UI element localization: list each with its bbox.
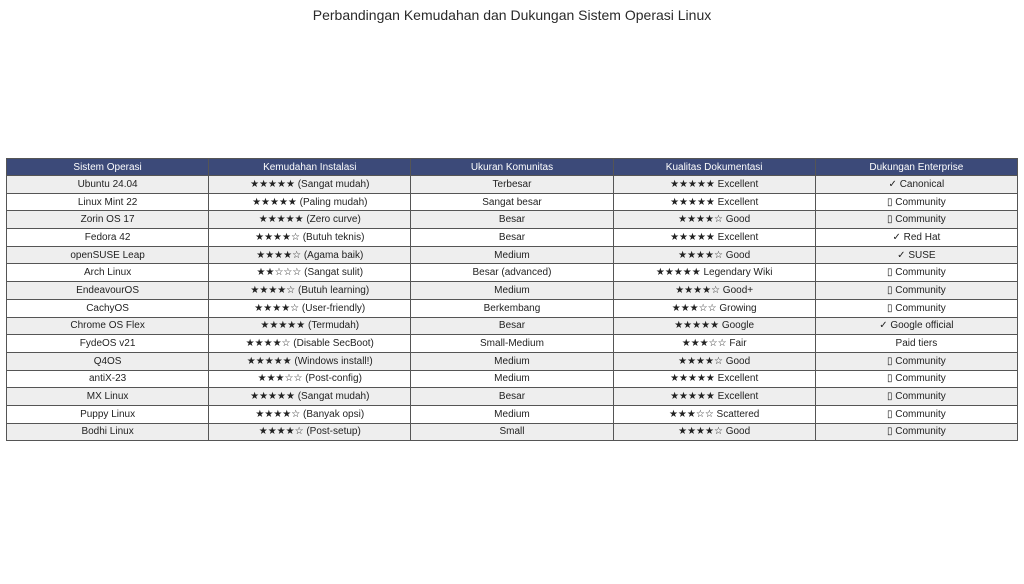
table-header [7, 159, 1018, 176]
table-row [7, 423, 1018, 441]
documentation-cell: ★★★★☆ Good [613, 423, 815, 441]
table-row [7, 282, 1018, 300]
os-name-cell: Linux Mint 22 [7, 193, 209, 211]
os-name-cell: Puppy Linux [7, 405, 209, 423]
enterprise-support-cell: ▯ Community [815, 370, 1017, 388]
documentation-cell: ★★★★★ Legendary Wiki [613, 264, 815, 282]
os-name-cell: antiX-23 [7, 370, 209, 388]
column-header: Ukuran Komunitas [411, 159, 613, 176]
install-ease-cell: ★★★★☆ (Butuh teknis) [209, 229, 411, 247]
install-ease-cell: ★★★★★ (Zero curve) [209, 211, 411, 229]
documentation-cell: ★★★★☆ Good [613, 352, 815, 370]
community-size-cell: Small-Medium [411, 335, 613, 353]
enterprise-support-cell: ✓ Canonical [815, 176, 1017, 194]
community-size-cell: Berkembang [411, 299, 613, 317]
community-size-cell: Medium [411, 352, 613, 370]
column-header: Kualitas Dokumentasi [613, 159, 815, 176]
install-ease-cell: ★★★★☆ (Banyak opsi) [209, 405, 411, 423]
community-size-cell: Small [411, 423, 613, 441]
enterprise-support-cell: Paid tiers [815, 335, 1017, 353]
install-ease-cell: ★★★★☆ (Post-setup) [209, 423, 411, 441]
table-row [7, 317, 1018, 335]
install-ease-cell: ★★★★☆ (Butuh learning) [209, 282, 411, 300]
enterprise-support-cell: ✓ Red Hat [815, 229, 1017, 247]
os-name-cell: Fedora 42 [7, 229, 209, 247]
documentation-cell: ★★★★☆ Good+ [613, 282, 815, 300]
install-ease-cell: ★★★★☆ (User-friendly) [209, 299, 411, 317]
install-ease-cell: ★★★★★ (Windows install!) [209, 352, 411, 370]
community-size-cell: Medium [411, 282, 613, 300]
table-row [7, 299, 1018, 317]
column-header: Dukungan Enterprise [815, 159, 1017, 176]
table-row [7, 246, 1018, 264]
table-row [7, 176, 1018, 194]
community-size-cell: Medium [411, 405, 613, 423]
enterprise-support-cell: ▯ Community [815, 299, 1017, 317]
documentation-cell: ★★★★★ Excellent [613, 388, 815, 406]
table-row [7, 229, 1018, 247]
os-name-cell: Q4OS [7, 352, 209, 370]
os-name-cell: Zorin OS 17 [7, 211, 209, 229]
community-size-cell: Besar [411, 211, 613, 229]
documentation-cell: ★★★★★ Excellent [613, 176, 815, 194]
table-row [7, 211, 1018, 229]
table-row [7, 352, 1018, 370]
community-size-cell: Besar [411, 388, 613, 406]
os-name-cell: Ubuntu 24.04 [7, 176, 209, 194]
enterprise-support-cell: ▯ Community [815, 193, 1017, 211]
table-row [7, 388, 1018, 406]
header-row [7, 159, 1018, 176]
enterprise-support-cell: ▯ Community [815, 282, 1017, 300]
install-ease-cell: ★★★★★ (Sangat mudah) [209, 176, 411, 194]
documentation-cell: ★★★★★ Google [613, 317, 815, 335]
os-name-cell: CachyOS [7, 299, 209, 317]
community-size-cell: Besar (advanced) [411, 264, 613, 282]
column-header: Sistem Operasi [7, 159, 209, 176]
community-size-cell: Besar [411, 317, 613, 335]
install-ease-cell: ★★★★★ (Sangat mudah) [209, 388, 411, 406]
documentation-cell: ★★★★☆ Good [613, 211, 815, 229]
table-row [7, 264, 1018, 282]
enterprise-support-cell: ▯ Community [815, 405, 1017, 423]
install-ease-cell: ★★★★☆ (Agama baik) [209, 246, 411, 264]
enterprise-support-cell: ▯ Community [815, 264, 1017, 282]
comparison-table [6, 158, 1018, 441]
enterprise-support-cell: ✓ SUSE [815, 246, 1017, 264]
table-row [7, 193, 1018, 211]
install-ease-cell: ★★★★★ (Termudah) [209, 317, 411, 335]
documentation-cell: ★★★★★ Excellent [613, 229, 815, 247]
os-name-cell: Bodhi Linux [7, 423, 209, 441]
os-name-cell: openSUSE Leap [7, 246, 209, 264]
table-row [7, 405, 1018, 423]
install-ease-cell: ★★★★☆ (Disable SecBoot) [209, 335, 411, 353]
documentation-cell: ★★★★★ Excellent [613, 370, 815, 388]
install-ease-cell: ★★★★★ (Paling mudah) [209, 193, 411, 211]
os-name-cell: Chrome OS Flex [7, 317, 209, 335]
os-name-cell: FydeOS v21 [7, 335, 209, 353]
community-size-cell: Medium [411, 370, 613, 388]
table-row [7, 335, 1018, 353]
documentation-cell: ★★★☆☆ Fair [613, 335, 815, 353]
community-size-cell: Sangat besar [411, 193, 613, 211]
os-name-cell: Arch Linux [7, 264, 209, 282]
table-body [7, 176, 1018, 441]
install-ease-cell: ★★★☆☆ (Post-config) [209, 370, 411, 388]
os-name-cell: MX Linux [7, 388, 209, 406]
documentation-cell: ★★★★☆ Good [613, 246, 815, 264]
community-size-cell: Terbesar [411, 176, 613, 194]
enterprise-support-cell: ▯ Community [815, 423, 1017, 441]
community-size-cell: Besar [411, 229, 613, 247]
comparison-table-container [6, 158, 1018, 441]
install-ease-cell: ★★☆☆☆ (Sangat sulit) [209, 264, 411, 282]
documentation-cell: ★★★☆☆ Scattered [613, 405, 815, 423]
enterprise-support-cell: ▯ Community [815, 388, 1017, 406]
enterprise-support-cell: ✓ Google official [815, 317, 1017, 335]
documentation-cell: ★★★★★ Excellent [613, 193, 815, 211]
table-row [7, 370, 1018, 388]
documentation-cell: ★★★☆☆ Growing [613, 299, 815, 317]
page-title: Perbandingan Kemudahan dan Dukungan Sistem Operasi Linux [312, 7, 712, 23]
enterprise-support-cell: ▯ Community [815, 211, 1017, 229]
community-size-cell: Medium [411, 246, 613, 264]
column-header: Kemudahan Instalasi [209, 159, 411, 176]
os-name-cell: EndeavourOS [7, 282, 209, 300]
enterprise-support-cell: ▯ Community [815, 352, 1017, 370]
